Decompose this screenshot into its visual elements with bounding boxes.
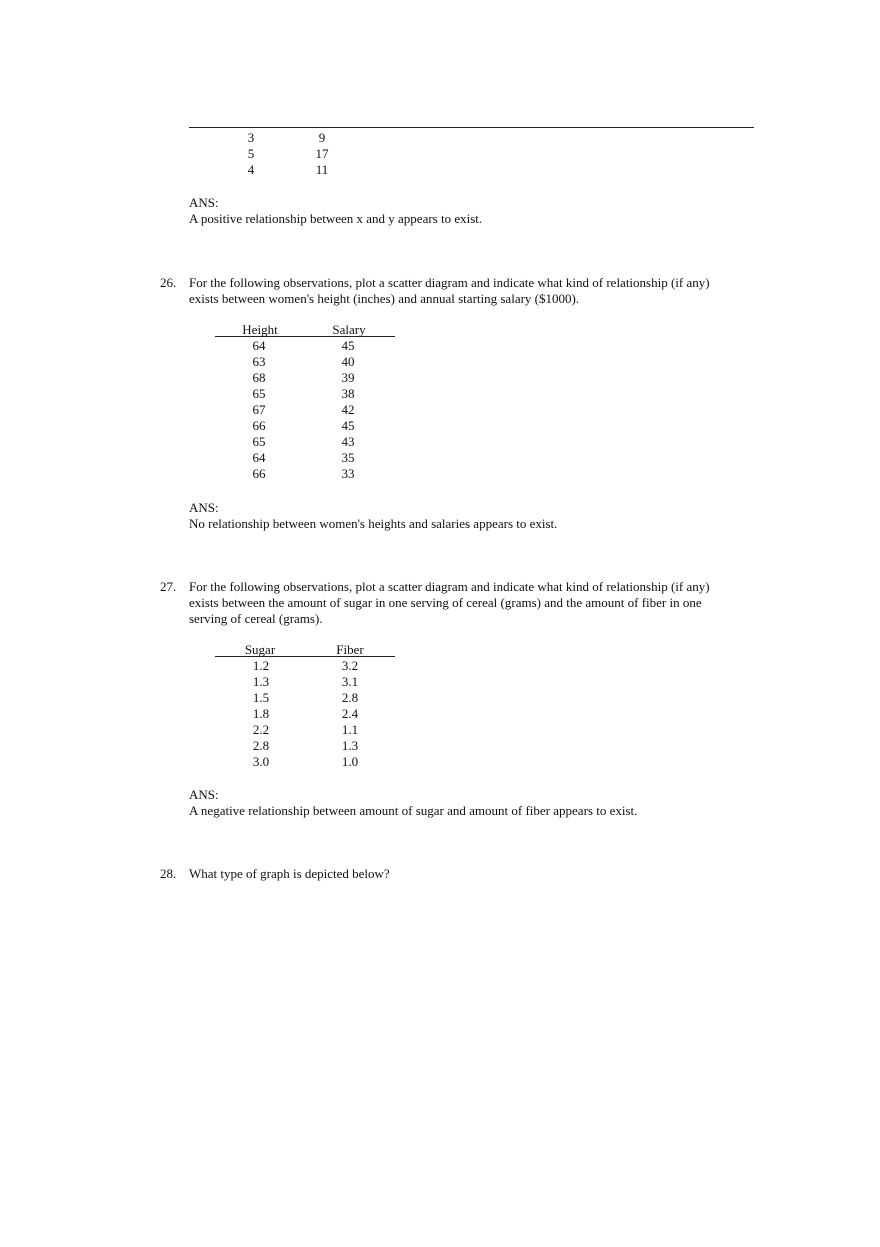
table-cell: 35 [341, 450, 355, 465]
table-cell: 64 [252, 450, 266, 465]
question-line: What type of graph is depicted below? [189, 866, 390, 881]
column-header: Fiber [336, 642, 364, 657]
table-cell: 1.2 [252, 658, 270, 673]
table-cell: 2.8 [341, 690, 359, 705]
table-cell: 4 [247, 162, 255, 177]
question-line: exists between the amount of sugar in one serving of cereal (grams) and the amount of fiber in one [189, 595, 702, 610]
table-cell: 3.2 [341, 658, 359, 673]
table-cell: 9 [318, 130, 326, 145]
table-cell: 1.8 [252, 706, 270, 721]
table-cell: 33 [341, 466, 355, 481]
answer-label: ANS: [189, 787, 219, 802]
answer-label: ANS: [189, 500, 219, 515]
question-line: serving of cereal (grams). [189, 611, 323, 626]
question-number: 26. [160, 275, 177, 290]
table-cell: 5 [247, 146, 255, 161]
table-cell: 17 [315, 146, 329, 161]
table-cell: 11 [315, 162, 329, 177]
table-cell: 39 [341, 370, 355, 385]
table-cell: 3.0 [252, 754, 270, 769]
table-cell: 2.8 [252, 738, 270, 753]
table-cell: 45 [341, 418, 355, 433]
table-cell: 66 [252, 418, 266, 433]
table-cell: 68 [252, 370, 266, 385]
question-line: For the following observations, plot a scatter diagram and indicate what kind of relationship (if any) [189, 579, 710, 594]
column-header: Sugar [244, 642, 276, 657]
table-cell: 1.3 [341, 738, 359, 753]
table-cell: 2.4 [341, 706, 359, 721]
table-cell: 45 [341, 338, 355, 353]
table-cell: 67 [252, 402, 266, 417]
question-line: For the following observations, plot a scatter diagram and indicate what kind of relationship (if any) [189, 275, 710, 290]
answer-text: A negative relationship between amount of sugar and amount of fiber appears to exist. [189, 803, 638, 818]
table-cell: 66 [252, 466, 266, 481]
header-rule [215, 336, 395, 337]
answer-text: A positive relationship between x and y appears to exist. [189, 211, 483, 226]
table-cell: 43 [341, 434, 355, 449]
question-number: 28. [160, 866, 177, 881]
column-header: Salary [332, 322, 366, 337]
answer-text: No relationship between women's heights and salaries appears to exist. [189, 516, 558, 531]
table-cell: 1.0 [341, 754, 359, 769]
table-top-rule [189, 127, 754, 128]
table-cell: 40 [341, 354, 355, 369]
header-rule [215, 656, 395, 657]
table-cell: 64 [252, 338, 266, 353]
question-line: exists between women's height (inches) and annual starting salary ($1000). [189, 291, 580, 306]
table-cell: 63 [252, 354, 266, 369]
table-cell: 1.3 [252, 674, 270, 689]
table-cell: 3.1 [341, 674, 359, 689]
table-cell: 3 [247, 130, 255, 145]
question-number: 27. [160, 579, 177, 594]
table-cell: 2.2 [252, 722, 270, 737]
table-cell: 65 [252, 386, 266, 401]
table-cell: 1.1 [341, 722, 359, 737]
column-header: Height [242, 322, 278, 337]
table-cell: 42 [341, 402, 355, 417]
table-cell: 38 [341, 386, 355, 401]
table-cell: 65 [252, 434, 266, 449]
answer-label: ANS: [189, 195, 219, 210]
table-cell: 1.5 [252, 690, 270, 705]
